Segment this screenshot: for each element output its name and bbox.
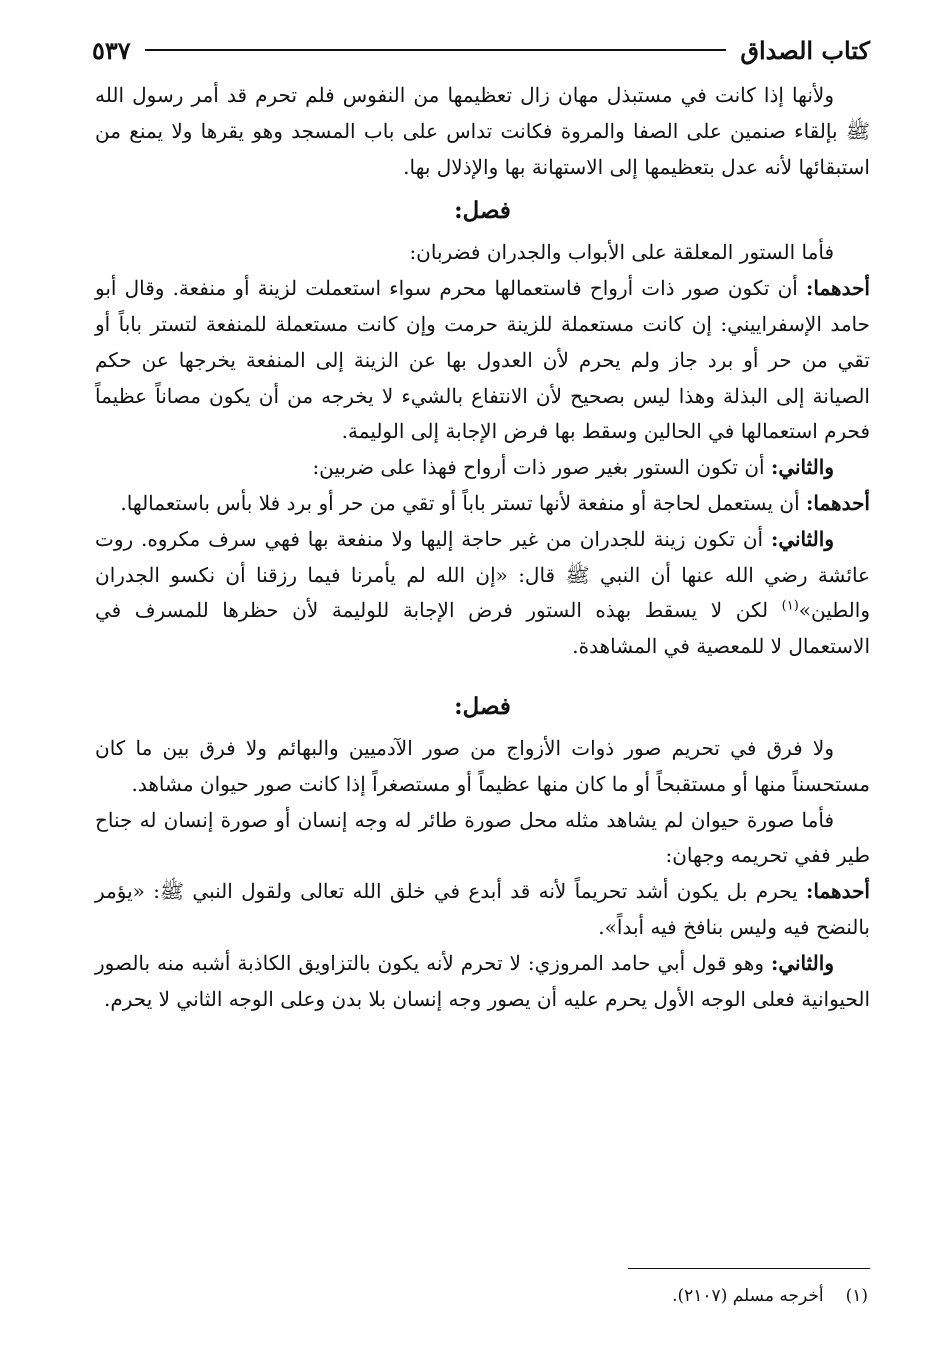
paragraph-6-term: والثاني: [770, 526, 834, 551]
paragraph-5 [95, 486, 870, 522]
section-heading-1: فصل: [454, 197, 511, 225]
paragraph-5-term: أحدهما: [805, 490, 870, 515]
paragraph-4-text: أن تكون الستور بغير صور ذات أرواح فهذا على ضربين: [312, 455, 771, 480]
header-rule [145, 49, 727, 51]
paragraph-4-term: والثاني: [770, 455, 834, 480]
paragraph-2: فأما الستور المعلقة على الأبواب والجدران فضربان: [409, 240, 834, 265]
footnote-rule [628, 1268, 870, 1269]
footnote-reference: (١) [781, 598, 799, 614]
paragraph-6-text-b: لكن لا يسقط بهذه الستور فرض الإجابة للوليمة لأن حظرها للمسرف في الاستعمال لا للمعصية في المشاهدة. [95, 598, 870, 659]
paragraph-9 [95, 874, 870, 946]
paragraph-1: ولأنها إذا كانت في مستبذل مهان زال تعظيمها من النفوس فلم تحرم قد أمر رسول الله ﷺ بإلقاء صنمين على الصفا والمروة فكانت تداس على باب المسجد وهو يقرها ولا يمنع من استبقائها لأنه عدل بتعظيمها إلى الاستهانة بها والإذلال بها. [95, 83, 870, 179]
footnote [420, 1282, 868, 1310]
paragraph-8: فأما صورة حيوان لم يشاهد مثله محل صورة طائر له وجه إنسان أو صورة إنسان له جناح طير ففي تحريمه وجهان: [95, 807, 870, 868]
paragraph-4 [95, 450, 870, 486]
paragraph-10-text: وهو قول أبي حامد المروزي: لا تحرم لأنه يكون بالتزاويق الكاذبة أشبه منه بالصور الحيوانية فعلى الوجه الأول يحرم عليه أن يصور وجه إنسان بلا بدن وعلى الوجه الثاني لا يحرم. [95, 950, 870, 1011]
footnote-text: أخرجه مسلم (٢١٠٧). [672, 1286, 824, 1306]
section-heading-2: فصل: [454, 692, 511, 720]
paragraph-7: ولا فرق في تحريم صور ذوات الأزواج من صور الآدميين والبهائم ولا فرق بين ما كان مستحسناً منها أو مستقبحاً أو ما كان منها عظيماً أو مستصغراً إذا كانت صور حيوان مشاهد. [95, 735, 870, 796]
paragraph-9-term: أحدهما: [805, 879, 870, 904]
paragraph-5-text: أن يستعمل لحاجة أو منفعة لأنها تستر باباً أو تقي من حر أو برد فلا بأس باستعمالها. [120, 490, 806, 515]
page-header [92, 28, 870, 72]
paragraph-9-text: يحرم بل يكون أشد تحريماً لأنه قد أبدع في خلق الله تعالى ولقول النبي ﷺ: «يؤمر بالنضح فيه وليس بنافخ فيه أبداً». [95, 879, 870, 939]
paragraph-10-term: والثاني: [770, 950, 834, 975]
paragraph-6 [95, 522, 870, 665]
page-number: ٥٣٧ [92, 35, 131, 65]
paragraph-3-term: أحدهما: [805, 276, 870, 301]
paragraph-10 [95, 946, 870, 1018]
paragraph-6-text-a: أن تكون زينة للجدران من غير حاجة إليها ولا منفعة بها فهي سرف مكروه. روت عائشة رضي الله عنها أن النبي ﷺ قال: «إن الله لم يأمرنا فيما رزقنا أن نكسو الجدران والطين» [95, 526, 870, 623]
paragraph-3-text: أن تكون صور ذات أرواح فاستعمالها محرم سواء استعملت لزينة أو منفعة. وقال أبو حامد الإسفراييني: إن كانت مستعملة للزينة حرمت وإن كانت مستعملة للمنفعة لتستر باباً أو تقي من حر أو برد جاز ولم يحرم لأن العدول بها عن الزينة إلى المنفعة يخرجها عن حكم الصيانة إلى البذلة وهذا ليس بصحيح لأن الانتفاع بالشيء لا يخرجه من أن يكون مصاناً عظيماً فحرم استعمالها في الحالين وسقط بها فرض الإجابة إلى الوليمة. [95, 276, 870, 444]
footnote-number: (١) [845, 1286, 868, 1306]
page-body [95, 78, 870, 1017]
paragraph-3 [95, 271, 870, 450]
book-title: كتاب الصداق [740, 35, 870, 65]
